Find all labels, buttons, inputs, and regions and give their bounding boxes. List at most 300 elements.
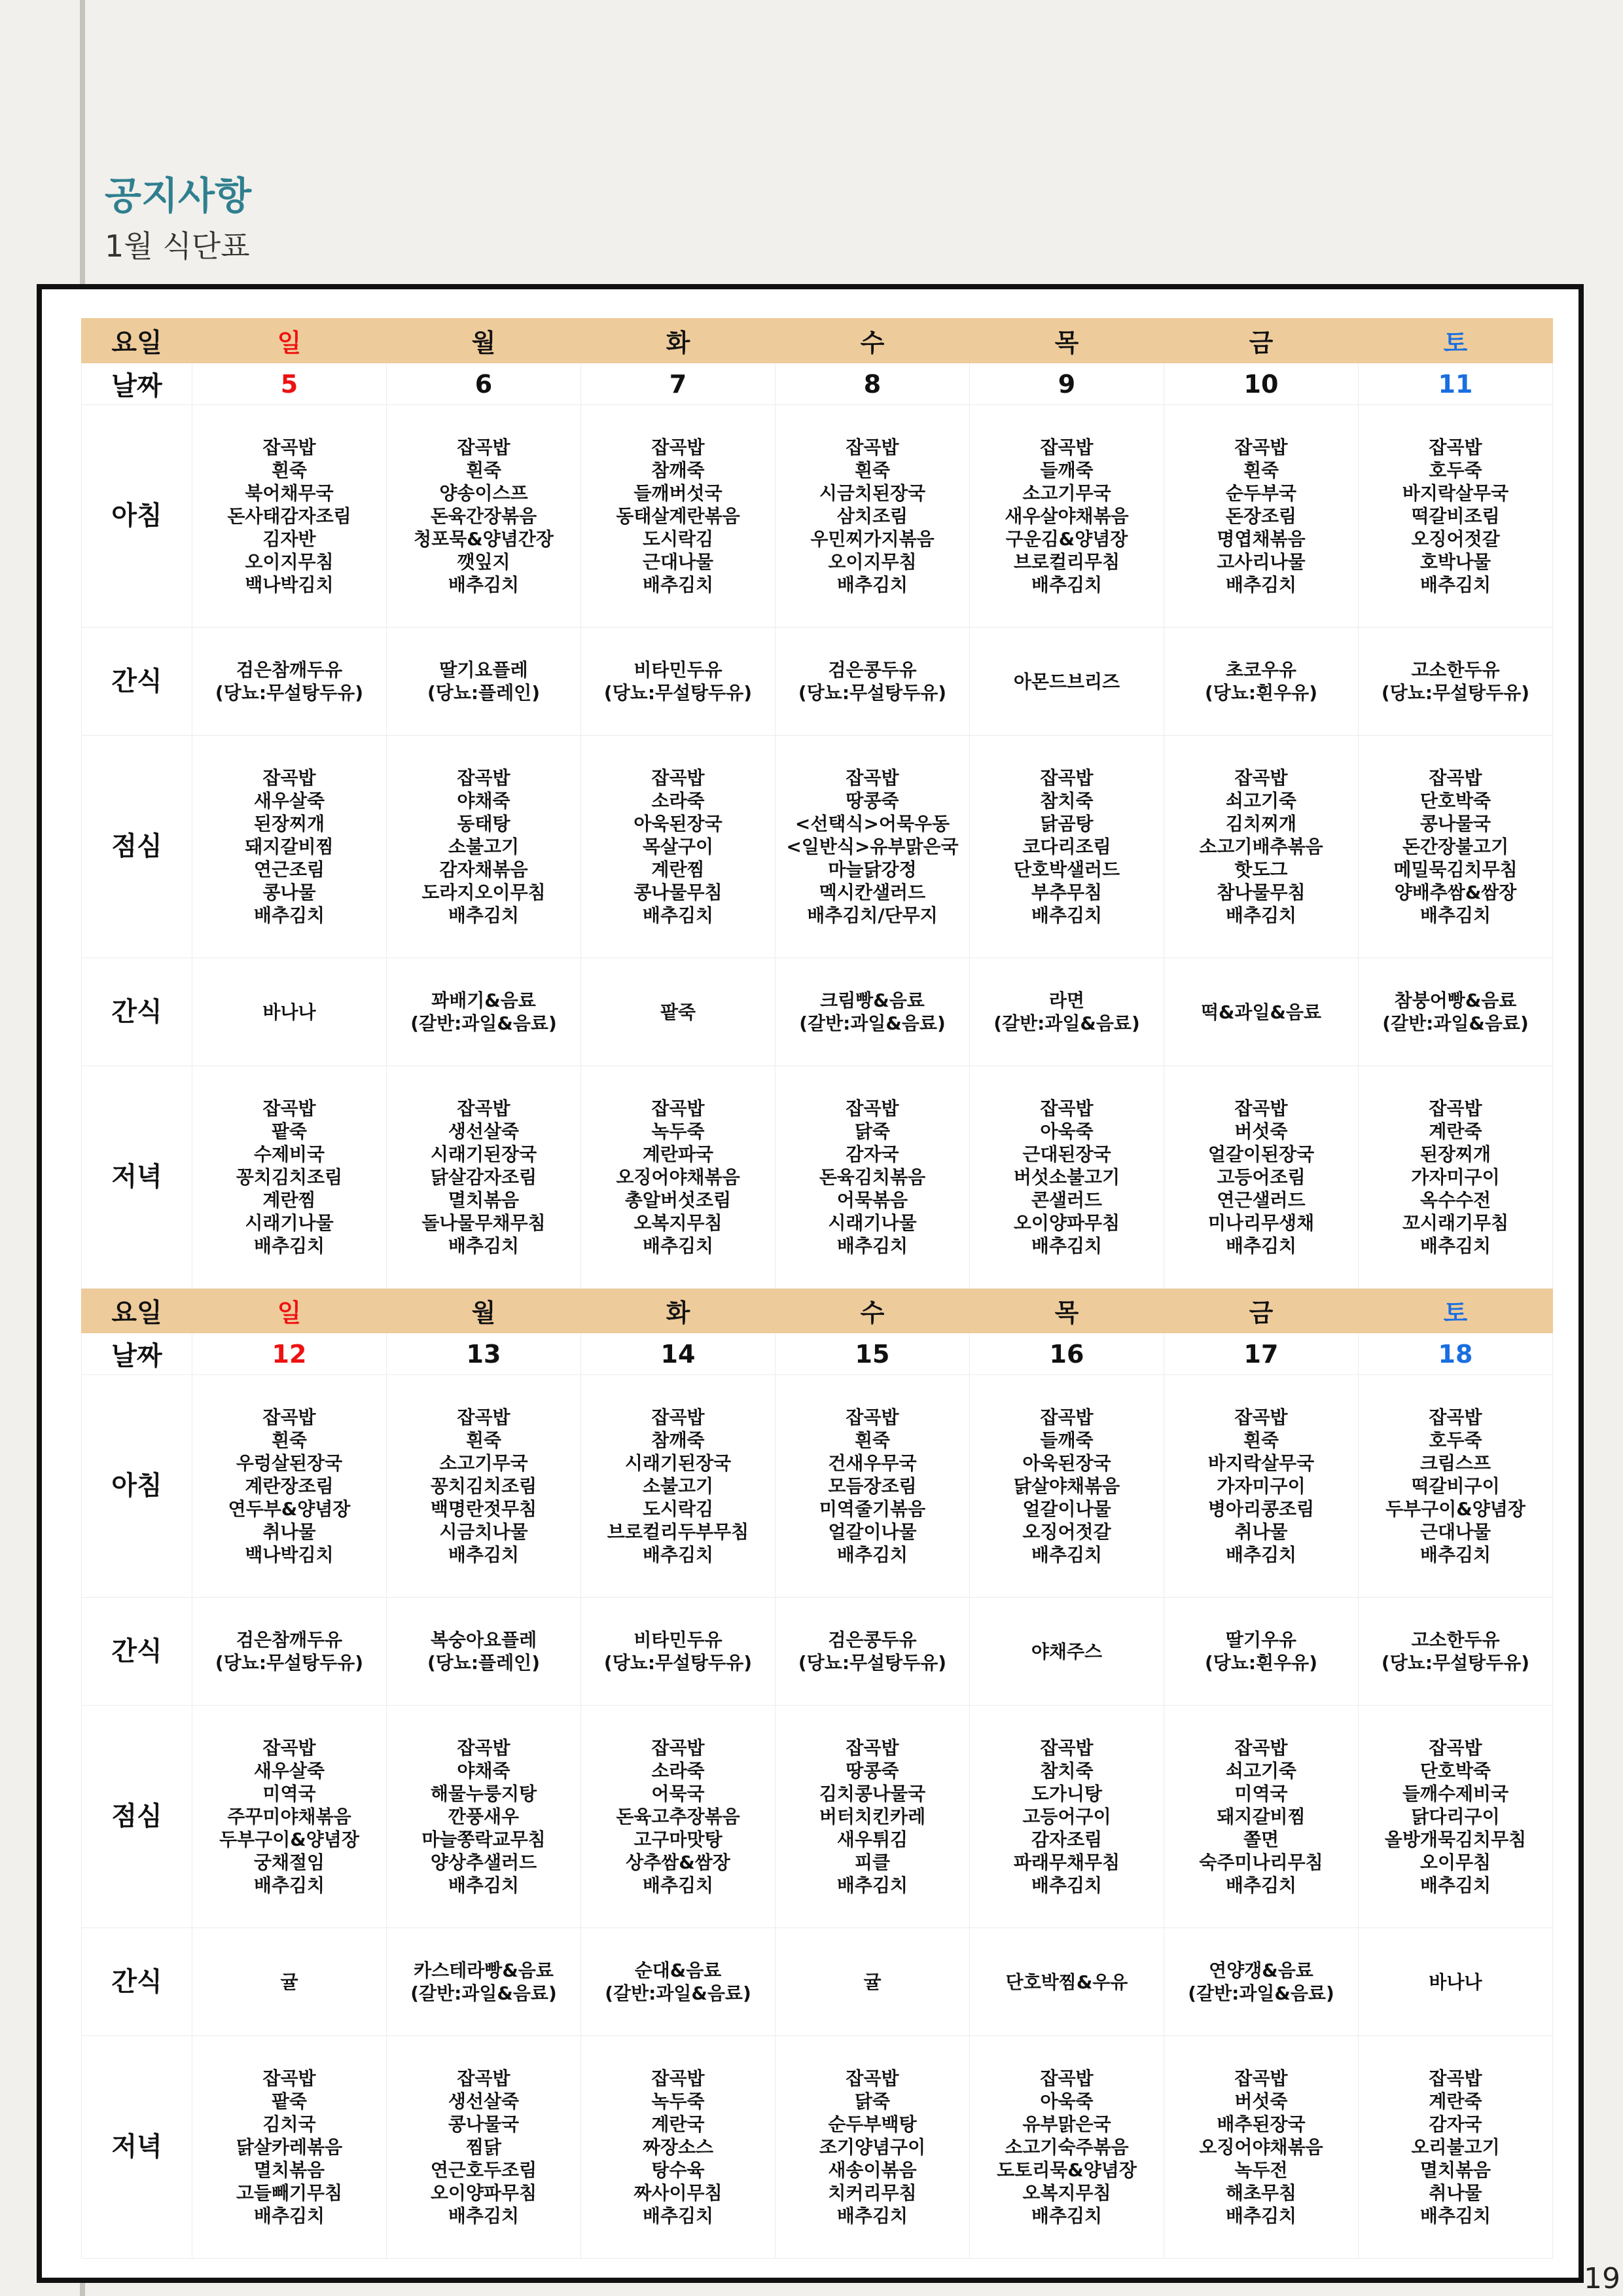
menu-item: 잡곡밥: [846, 1737, 899, 1759]
lunch-cell: [387, 1706, 581, 1928]
menu-item: 비타민두유: [633, 1629, 722, 1651]
menu-item: 잡곡밥: [1429, 1737, 1482, 1759]
lunch-row-label: 점심: [82, 1706, 192, 1928]
menu-item: 오이지무침: [828, 551, 917, 573]
menu-item: 순대&음료: [634, 1960, 722, 1981]
menu-item: 삼치조림: [836, 505, 908, 527]
menu-item: 바지락살무국: [1207, 1452, 1315, 1474]
menu-item: 들깨수제비국: [1402, 1783, 1509, 1804]
menu-item: 소불고기: [448, 836, 520, 857]
menu-item: 소라죽: [651, 1760, 705, 1782]
menu-item: (갈반:과일&음료): [993, 1013, 1140, 1034]
menu-item: 올방개묵김치무침: [1384, 1829, 1527, 1850]
menu-item: 팥죽: [271, 1121, 308, 1142]
afternoon-snack-cell: [1359, 1928, 1553, 2036]
menu-item: 돌나물무채무침: [421, 1212, 546, 1234]
menu-item: 오징어야채볶음: [616, 1166, 740, 1188]
breakfast-cell: [776, 405, 970, 628]
dinner-cell: [1359, 1066, 1553, 1289]
lunch-cell: [192, 736, 387, 958]
menu-item: 잡곡밥: [1234, 437, 1288, 458]
menu-item: 고구마맛탕: [633, 1829, 722, 1850]
afternoon-snack-cell: [776, 958, 970, 1066]
menu-item: 검은콩두유: [828, 1629, 917, 1651]
menu-item: 떡&과일&음료: [1200, 1001, 1322, 1023]
breakfast-cell: [387, 1375, 581, 1598]
menu-item: 순두부국: [1225, 482, 1297, 504]
morning-snack-cell: [776, 1598, 970, 1706]
menu-item: 된장찌개: [1419, 1143, 1491, 1165]
morning-snack-row: [82, 1598, 1553, 1706]
menu-item: 라면: [1048, 990, 1085, 1011]
menu-item: 얼갈이나물: [1022, 1498, 1111, 1520]
menu-item: 감자조림: [1031, 1829, 1103, 1850]
menu-item: 잡곡밥: [651, 2068, 705, 2089]
afternoon-snack-cell: [581, 958, 776, 1066]
dinner-row-label: 저녁: [82, 2036, 192, 2259]
date-cell: 16: [970, 1333, 1164, 1375]
menu-item: 카스테라빵&음료: [414, 1960, 554, 1981]
menu-item: 오복지무침: [1022, 2182, 1111, 2204]
menu-item: 깐풍새우: [448, 1806, 520, 1827]
menu-item: 연근조림: [253, 859, 325, 880]
menu-item: 초코우유: [1225, 659, 1297, 681]
menu-item: 핫도그: [1234, 859, 1288, 880]
menu-item: 잡곡밥: [1234, 2068, 1288, 2089]
menu-item: 배추김치: [1225, 574, 1297, 596]
menu-item: 계란찜: [262, 1189, 316, 1211]
menu-item: 아욱죽: [1040, 2090, 1094, 2112]
menu-item: 콩나물국: [1419, 813, 1491, 834]
menu-item: 잡곡밥: [1429, 2068, 1482, 2089]
menu-item: 배추김치: [1031, 2205, 1103, 2227]
menu-item: 크림스프: [1419, 1452, 1491, 1474]
menu-item: 쫄면: [1243, 1829, 1279, 1850]
menu-item: 해초무침: [1225, 2182, 1297, 2204]
breakfast-cell: [581, 405, 776, 628]
menu-item: 연근호두조림: [430, 2159, 537, 2181]
menu-item: 잡곡밥: [457, 437, 510, 458]
menu-item: 잡곡밥: [1234, 767, 1288, 789]
menu-item: 멸치볶음: [448, 1189, 520, 1211]
menu-item: (당뇨:흰우유): [1204, 682, 1318, 704]
menu-item: (갈반:과일&음료): [605, 1982, 751, 2004]
menu-item: 소고기무국: [1022, 482, 1111, 504]
menu-item: 백나박김치: [245, 1544, 334, 1566]
dinner-cell: [387, 2036, 581, 2259]
menu-item: 꼬시래기무침: [1402, 1212, 1509, 1234]
date-cell: 18: [1359, 1333, 1553, 1375]
menu-item: 백나박김치: [245, 574, 334, 596]
menu-item: 계란국: [651, 2113, 705, 2135]
menu-item: 귤: [863, 1971, 882, 1993]
menu-item: (갈반:과일&음료): [799, 1013, 946, 1034]
menu-item: 떡갈비구이: [1411, 1475, 1500, 1497]
breakfast-cell: [1359, 405, 1553, 628]
menu-item: 잡곡밥: [262, 767, 316, 789]
menu-item: 바나나: [262, 1001, 316, 1023]
menu-item: 소불고기: [642, 1475, 714, 1497]
menu-item: 배추김치: [1225, 1235, 1297, 1257]
menu-item: 콩나물무침: [633, 882, 722, 903]
menu-item: (당뇨:무설탕두유): [603, 1652, 753, 1674]
menu-item: 생선살죽: [448, 2090, 520, 2112]
dinner-row-label: 저녁: [82, 1066, 192, 1289]
menu-item: 배추김치: [642, 1235, 714, 1257]
menu-item: 잡곡밥: [846, 1407, 899, 1428]
menu-item: 소라죽: [651, 790, 705, 812]
menu-item: 딸기요플레: [439, 659, 528, 681]
menu-item: 피클: [854, 1852, 891, 1873]
weekday-row-label: 요일: [82, 1289, 192, 1333]
menu-item: 아욱된장국: [633, 813, 722, 834]
menu-item: 귤: [280, 1971, 298, 1993]
weekday-header-row: [82, 1289, 1553, 1333]
morning-snack-cell: [970, 628, 1164, 736]
menu-item: 흰죽: [465, 459, 502, 481]
menu-item: 모듬장조림: [828, 1475, 917, 1497]
date-cell: 13: [387, 1333, 581, 1375]
menu-item: 고소한두유: [1411, 659, 1500, 681]
date-cell: 12: [192, 1333, 387, 1375]
morning-snack-cell: [387, 1598, 581, 1706]
menu-item: 부추무침: [1031, 882, 1103, 903]
afternoon-snack-row-label: 간식: [82, 1928, 192, 2036]
menu-item: 잡곡밥: [1040, 2068, 1094, 2089]
lunch-row-label: 점심: [82, 736, 192, 958]
menu-item: 잡곡밥: [846, 2068, 899, 2089]
weekday-cell: 월: [387, 319, 581, 363]
menu-item: 찜닭: [465, 2136, 502, 2158]
menu-item: 김치찌개: [1225, 813, 1297, 834]
weekday-cell: 일: [192, 319, 387, 363]
morning-snack-row-label: 간식: [82, 628, 192, 736]
date-cell: 11: [1359, 363, 1553, 405]
menu-item: 배추김치: [1419, 1235, 1491, 1257]
menu-item: 소고기무국: [439, 1452, 528, 1474]
menu-item: 배추김치: [1031, 1874, 1103, 1896]
menu-item: 녹두죽: [651, 1121, 705, 1142]
menu-item: 참붕어빵&음료: [1394, 990, 1517, 1011]
menu-item: 취나물: [262, 1521, 316, 1543]
menu-item: 시금치된장국: [819, 482, 926, 504]
dinner-cell: [192, 1066, 387, 1289]
menu-item: (당뇨:무설탕두유): [215, 1652, 364, 1674]
breakfast-row: [82, 1375, 1553, 1598]
lunch-cell: [776, 736, 970, 958]
morning-snack-cell: [581, 628, 776, 736]
menu-item: 궁채절임: [253, 1852, 325, 1873]
morning-snack-row: [82, 628, 1553, 736]
breakfast-cell: [1164, 405, 1359, 628]
menu-item: 도라지오이무침: [421, 882, 546, 903]
menu-item: 배추김치: [1225, 1874, 1297, 1896]
menu-item: 들깨죽: [1040, 1429, 1094, 1451]
menu-item: 브로컬리무침: [1013, 551, 1120, 573]
menu-item: 콘샐러드: [1031, 1189, 1103, 1211]
lunch-cell: [387, 736, 581, 958]
menu-item: 배추김치: [448, 1874, 520, 1896]
menu-item: (갈반:과일&음료): [1382, 1013, 1529, 1034]
menu-item: 우민찌가지볶음: [810, 528, 935, 550]
afternoon-snack-cell: [581, 1928, 776, 2036]
date-cell: 14: [581, 1333, 776, 1375]
date-row-label: 날짜: [82, 1333, 192, 1375]
menu-item: 계란장조림: [245, 1475, 334, 1497]
menu-item: 배추김치: [1225, 2205, 1297, 2227]
date-cell: 17: [1164, 1333, 1359, 1375]
menu-item: (당뇨:무설탕두유): [215, 682, 364, 704]
menu-item: 오징어젓갈: [1022, 1521, 1111, 1543]
menu-item: 참깨죽: [651, 459, 705, 481]
lunch-row: [82, 1706, 1553, 1928]
menu-item: 배추김치: [1419, 1874, 1491, 1896]
dinner-cell: [1359, 2036, 1553, 2259]
menu-item: 잡곡밥: [1234, 1737, 1288, 1759]
menu-item: 배추김치: [1225, 905, 1297, 926]
menu-item: 단호박찜&우유: [1005, 1971, 1128, 1993]
menu-item: 돈육고추장볶음: [616, 1806, 740, 1827]
menu-item: 수제비국: [253, 1143, 325, 1165]
menu-item: 취나물: [1234, 1521, 1288, 1543]
menu-item: 배추김치: [448, 574, 520, 596]
weekday-header-row: [82, 319, 1553, 363]
menu-item: 배추김치: [1419, 2205, 1491, 2227]
menu-item: (당뇨:플레인): [427, 1652, 541, 1674]
menu-item: 새우살야채볶음: [1005, 505, 1129, 527]
menu-item: 연양갱&음료: [1209, 1960, 1313, 1981]
menu-item: 잡곡밥: [846, 1098, 899, 1119]
menu-item: (당뇨:무설탕두유): [798, 1652, 947, 1674]
date-cell: 8: [776, 363, 970, 405]
menu-item: 검은참깨두유: [236, 1629, 343, 1651]
menu-item: 배추김치: [642, 1874, 714, 1896]
breakfast-cell: [1164, 1375, 1359, 1598]
menu-item: 잡곡밥: [846, 767, 899, 789]
menu-item: 북어채무국: [245, 482, 334, 504]
menu-item: 들깨버섯국: [633, 482, 722, 504]
menu-item: 떡갈비조림: [1411, 505, 1500, 527]
weekday-cell: 금: [1164, 319, 1359, 363]
menu-item: 잡곡밥: [651, 767, 705, 789]
menu-item: 배추김치: [836, 1544, 908, 1566]
lunch-cell: [581, 1706, 776, 1928]
breakfast-cell: [387, 405, 581, 628]
menu-item: 멕시칸샐러드: [819, 882, 926, 903]
menu-item: 감자국: [1429, 2113, 1482, 2135]
menu-item: 버섯죽: [1234, 1121, 1288, 1142]
menu-item: 배추김치: [836, 574, 908, 596]
breakfast-cell: [192, 405, 387, 628]
menu-item: 흰죽: [854, 1429, 891, 1451]
menu-item: 콩나물: [262, 882, 316, 903]
menu-item: 배추김치: [642, 905, 714, 926]
menu-item: 근대나물: [642, 551, 714, 573]
afternoon-snack-cell: [776, 1928, 970, 2036]
weekday-cell: 수: [776, 1289, 970, 1333]
menu-item: <선택식>어묵우동: [794, 813, 950, 834]
morning-snack-cell: [970, 1598, 1164, 1706]
menu-item: 쇠고기죽: [1225, 1760, 1297, 1782]
menu-item: 마늘닭강정: [828, 859, 917, 880]
menu-item: 배추김치: [448, 2205, 520, 2227]
menu-item: 계란찜: [651, 859, 705, 880]
menu-item: 두부구이&양념장: [1385, 1498, 1525, 1520]
menu-item: 근대된장국: [1022, 1143, 1111, 1165]
afternoon-snack-cell: [1359, 958, 1553, 1066]
page-subtitle: 1월 식단표: [105, 228, 250, 264]
menu-item: 참나물무침: [1217, 882, 1306, 903]
menu-item: 탕수육: [651, 2159, 705, 2181]
menu-item: 아욱죽: [1040, 1121, 1094, 1142]
menu-item: 건새우무국: [828, 1452, 917, 1474]
dinner-cell: [387, 1066, 581, 1289]
menu-item: 김자반: [262, 528, 316, 550]
menu-item: 배추김치: [1419, 574, 1491, 596]
menu-item: 깻잎지: [457, 551, 510, 573]
menu-item: 배추김치: [1031, 1235, 1103, 1257]
menu-item: 새송이볶음: [828, 2159, 917, 2181]
menu-item: 주꾸미야채볶음: [227, 1806, 351, 1827]
weekday-cell: 목: [970, 319, 1164, 363]
menu-item: 닭살카레볶음: [236, 2136, 343, 2158]
menu-item: 크림빵&음료: [820, 990, 925, 1011]
menu-item: 고소한두유: [1411, 1629, 1500, 1651]
menu-item: 배추김치: [836, 1235, 908, 1257]
menu-item: 생선살죽: [448, 1121, 520, 1142]
menu-item: 고들빼기무침: [236, 2182, 343, 2204]
page-number: 19: [1584, 2262, 1620, 2295]
date-cell: 9: [970, 363, 1164, 405]
menu-item: 구운김&양념장: [1005, 528, 1128, 550]
menu-item: 잡곡밥: [846, 437, 899, 458]
menu-item: 배추김치: [253, 905, 325, 926]
menu-item: 근대나물: [1419, 1521, 1491, 1543]
lunch-row: [82, 736, 1553, 958]
menu-item: 코다리조림: [1022, 836, 1111, 857]
menu-item: 잡곡밥: [262, 1407, 316, 1428]
menu-item: 닭살야채볶음: [1013, 1475, 1120, 1497]
menu-item: 호두죽: [1429, 1429, 1482, 1451]
menu-item: 녹두죽: [651, 2090, 705, 2112]
menu-item: 잡곡밥: [1040, 767, 1094, 789]
menu-item: 돼지갈비찜: [245, 836, 334, 857]
menu-item: 백명란젓무침: [430, 1498, 537, 1520]
menu-item: 오이지무침: [245, 551, 334, 573]
dinner-cell: [1164, 2036, 1359, 2259]
breakfast-row-label: 아침: [82, 1375, 192, 1598]
menu-item: 돼지갈비찜: [1217, 1806, 1306, 1827]
menu-item: 양상추샐러드: [430, 1852, 537, 1873]
menu-item: 야채주스: [1031, 1640, 1103, 1662]
menu-item: 잡곡밥: [1040, 437, 1094, 458]
menu-item: 새우튀김: [836, 1829, 908, 1850]
menu-item: 딸기우유: [1225, 1629, 1297, 1651]
menu-item: 바나나: [1429, 1971, 1482, 1993]
menu-item: 들깨죽: [1040, 459, 1094, 481]
menu-item: 잡곡밥: [651, 1407, 705, 1428]
dinner-cell: [776, 1066, 970, 1289]
menu-item: 오이양파무침: [1013, 1212, 1120, 1234]
menu-item: 단호박죽: [1419, 790, 1491, 812]
menu-item: 가자미구이: [1411, 1166, 1500, 1188]
menu-item: 바지락살무국: [1402, 482, 1509, 504]
breakfast-cell: [581, 1375, 776, 1598]
menu-item: 배추김치/단무지: [807, 905, 938, 926]
breakfast-cell: [1359, 1375, 1553, 1598]
menu-item: 김치콩나물국: [819, 1783, 926, 1804]
menu-item: 브로컬리두부무침: [607, 1521, 749, 1543]
weekday-cell: 토: [1359, 319, 1553, 363]
afternoon-snack-cell: [387, 958, 581, 1066]
dinner-cell: [192, 2036, 387, 2259]
menu-item: 감자채볶음: [439, 859, 528, 880]
menu-item: 잡곡밥: [457, 767, 510, 789]
morning-snack-cell: [192, 1598, 387, 1706]
menu-item: 미역국: [1234, 1783, 1288, 1804]
menu-item: 우렁살된장국: [236, 1452, 343, 1474]
menu-item: 병아리콩조림: [1207, 1498, 1315, 1520]
menu-item: 배추김치: [448, 905, 520, 926]
menu-item: 멸치볶음: [1419, 2159, 1491, 2181]
menu-item: 검은참깨두유: [236, 659, 343, 681]
menu-item: 오징어젓갈: [1411, 528, 1500, 550]
menu-item: 잡곡밥: [262, 437, 316, 458]
menu-table: [81, 318, 1553, 2259]
menu-item: 배추김치: [253, 1235, 325, 1257]
menu-item: 잡곡밥: [457, 1407, 510, 1428]
menu-item: 잡곡밥: [457, 1098, 510, 1119]
afternoon-snack-row-label: 간식: [82, 958, 192, 1066]
menu-item: 잡곡밥: [1429, 767, 1482, 789]
breakfast-row: [82, 405, 1553, 628]
menu-item: 꽁치김치조림: [430, 1475, 537, 1497]
menu-item: 버섯소불고기: [1013, 1166, 1120, 1188]
menu-item: 배추김치: [836, 2205, 908, 2227]
menu-item: 흰죽: [465, 1429, 502, 1451]
menu-item: 감자국: [846, 1143, 899, 1165]
menu-item: 시래기나물: [828, 1212, 917, 1234]
morning-snack-cell: [1164, 1598, 1359, 1706]
menu-item: 오복지무침: [633, 1212, 722, 1234]
menu-item: 얼갈이나물: [828, 1521, 917, 1543]
menu-item: 잡곡밥: [1234, 1098, 1288, 1119]
lunch-cell: [192, 1706, 387, 1928]
menu-item: 계란죽: [1429, 1121, 1482, 1142]
afternoon-snack-row: [82, 1928, 1553, 2036]
menu-item: 배추김치: [253, 1874, 325, 1896]
menu-item: 어묵국: [651, 1783, 705, 1804]
menu-item: 흰죽: [854, 459, 891, 481]
menu-item: 배추김치: [1225, 1544, 1297, 1566]
menu-item: 오이양파무침: [430, 2182, 537, 2204]
date-row-label: 날짜: [82, 363, 192, 405]
menu-item: 닭곰탕: [1040, 813, 1094, 834]
morning-snack-cell: [581, 1598, 776, 1706]
menu-item: 취나물: [1429, 2182, 1482, 2204]
menu-item: 순두부백탕: [828, 2113, 917, 2135]
lunch-cell: [1164, 1706, 1359, 1928]
dinner-cell: [581, 1066, 776, 1289]
menu-item: 꽁치김치조림: [236, 1166, 343, 1188]
dinner-cell: [970, 2036, 1164, 2259]
menu-item: 쇠고기죽: [1225, 790, 1297, 812]
menu-item: 잡곡밥: [651, 1737, 705, 1759]
menu-item: (갈반:과일&음료): [410, 1013, 557, 1034]
menu-item: 배추김치: [1419, 1544, 1491, 1566]
menu-item: 참치죽: [1040, 1760, 1094, 1782]
menu-item: 버섯죽: [1234, 2090, 1288, 2112]
